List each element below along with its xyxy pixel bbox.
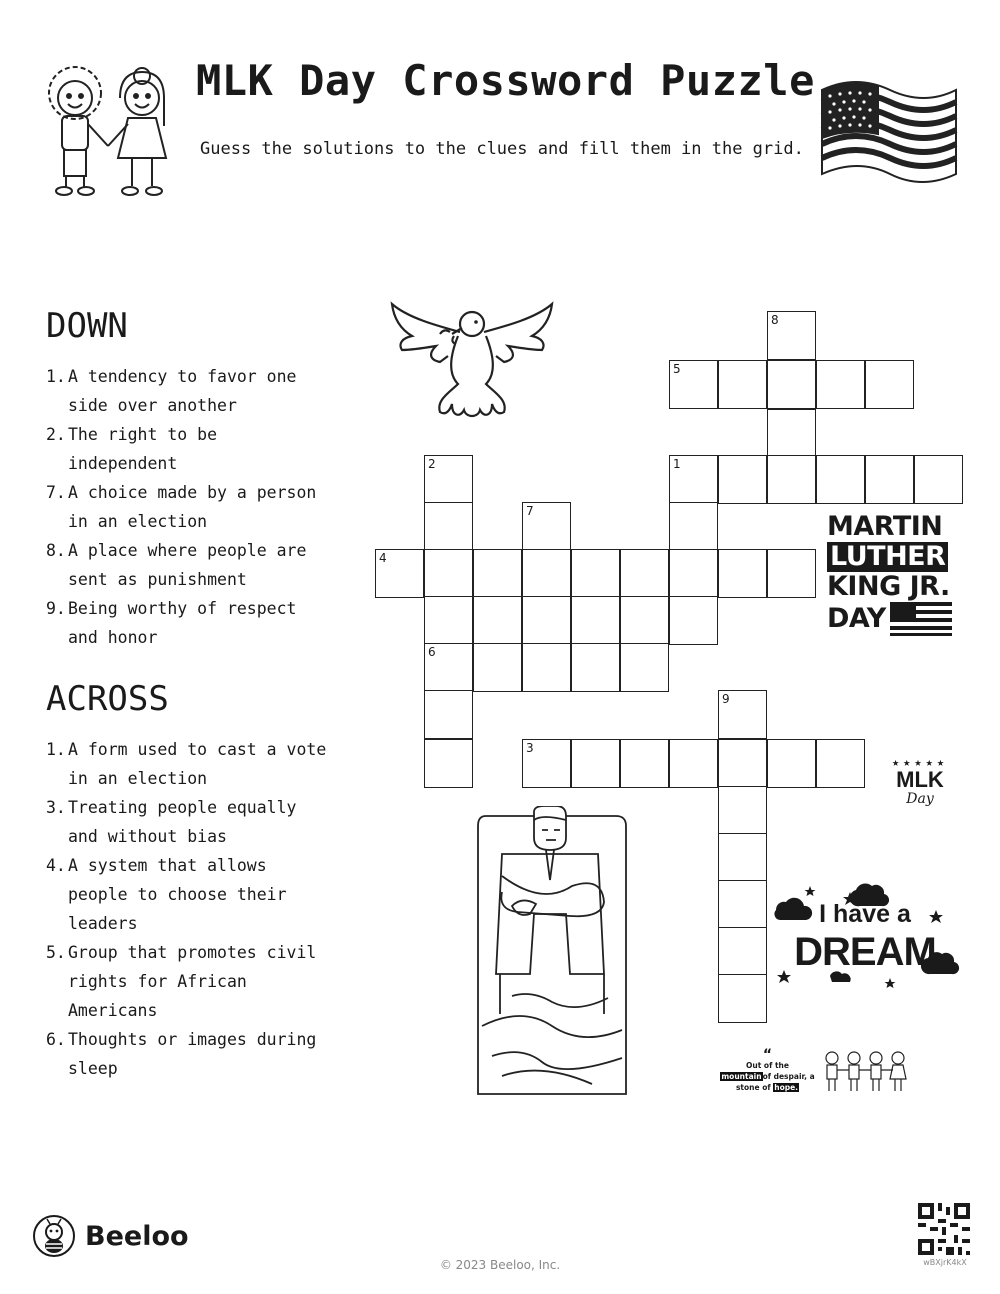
clue-text: Group that promotes civil rights for African Americans	[68, 943, 317, 1020]
cell-number: 5	[673, 362, 681, 376]
grid-cell[interactable]	[669, 549, 718, 598]
grid-cell[interactable]	[424, 549, 473, 598]
grid-cell[interactable]	[522, 502, 571, 551]
cell-number: 8	[771, 313, 779, 327]
grid-cell[interactable]	[816, 360, 865, 409]
mlk-statue-illustration	[472, 806, 632, 1104]
clue-across-6	[46, 1025, 346, 1083]
grid-cell[interactable]	[816, 739, 865, 788]
clue-down-7	[46, 478, 346, 536]
clue-number: 6.	[46, 1030, 66, 1049]
page-subtitle: Guess the solutions to the clues and fill them in the grid.	[200, 139, 804, 159]
clue-text: Thoughts or images during sleep	[68, 1030, 317, 1078]
grid-cell[interactable]	[424, 455, 473, 504]
brand-name: Beeloo	[85, 1220, 189, 1252]
grid-cell[interactable]	[767, 455, 816, 504]
clue-text: Treating people equally and without bias	[68, 798, 297, 846]
grid-cell[interactable]	[914, 455, 963, 504]
grid-cell[interactable]	[669, 360, 718, 409]
clue-down-2	[46, 420, 346, 478]
grid-cell[interactable]	[571, 643, 620, 692]
grid-cell[interactable]	[767, 360, 816, 409]
page-title: MLK Day Crossword Puzzle	[196, 56, 815, 105]
grid-cell[interactable]	[718, 927, 767, 976]
cell-number: 1	[673, 457, 681, 471]
mlk-day-logo	[827, 512, 957, 636]
quote-part-d: hope.	[774, 1083, 799, 1092]
grid-cell[interactable]	[473, 549, 522, 598]
grid-cell[interactable]	[865, 455, 914, 504]
bee-logo-icon	[32, 1214, 76, 1258]
dream-line-2: DREAM	[794, 930, 936, 974]
grid-cell[interactable]	[424, 502, 473, 551]
grid-cell[interactable]	[571, 596, 620, 645]
clue-text: The right to be independent	[68, 425, 218, 473]
grid-cell[interactable]	[424, 643, 473, 692]
down-clue-list	[46, 362, 346, 652]
clue-number: 3.	[46, 798, 66, 817]
mlk-line-1: MARTIN	[827, 511, 943, 542]
mlk-badge-sub: Day	[906, 791, 934, 807]
kids-illustration	[40, 58, 180, 200]
across-heading: ACROSS	[46, 679, 169, 719]
grid-cell[interactable]	[718, 974, 767, 1023]
worksheet-code: wBXjrK4kX	[923, 1258, 967, 1267]
quote-part-a: Out of the	[746, 1061, 789, 1070]
grid-cell[interactable]	[522, 643, 571, 692]
clue-down-1	[46, 362, 346, 420]
grid-cell[interactable]	[718, 880, 767, 929]
clue-number: 1.	[46, 740, 66, 759]
quote-part-c: of despair, a stone of	[735, 1072, 815, 1092]
clue-text: A form used to cast a vote in an election	[68, 740, 327, 788]
clue-text: A system that allows people to choose their leaders	[68, 856, 287, 933]
grid-cell[interactable]	[669, 502, 718, 551]
grid-cell[interactable]	[620, 643, 669, 692]
grid-cell[interactable]	[816, 455, 865, 504]
clue-number: 1.	[46, 367, 66, 386]
clue-text: A tendency to favor one side over another	[68, 367, 297, 415]
grid-cell[interactable]	[669, 596, 718, 645]
copyright: © 2023 Beeloo, Inc.	[439, 1258, 561, 1272]
cell-number: 4	[379, 551, 387, 565]
clue-text: A place where people are sent as punishment	[68, 541, 307, 589]
across-clue-list	[46, 735, 346, 1083]
grid-cell[interactable]	[620, 739, 669, 788]
stars-decoration: ★★★★★	[891, 755, 949, 769]
grid-cell[interactable]	[571, 739, 620, 788]
grid-cell[interactable]	[620, 549, 669, 598]
mlk-day-badge	[875, 755, 965, 807]
grid-cell[interactable]	[718, 786, 767, 835]
grid-cell[interactable]	[718, 360, 767, 409]
american-flag-icon	[818, 78, 958, 184]
dove-icon	[388, 296, 556, 422]
grid-cell[interactable]	[718, 739, 767, 788]
grid-cell[interactable]	[669, 739, 718, 788]
clue-across-5	[46, 938, 346, 1025]
clue-number: 4.	[46, 856, 66, 875]
quote-block	[720, 1047, 815, 1093]
qr-code-icon	[918, 1203, 970, 1255]
clue-across-3	[46, 793, 346, 851]
clue-number: 7.	[46, 483, 66, 502]
grid-cell[interactable]	[767, 549, 816, 598]
cell-number: 7	[526, 504, 534, 518]
clue-text: A choice made by a person in an election	[68, 483, 317, 531]
grid-cell[interactable]	[669, 455, 718, 504]
grid-cell[interactable]	[767, 739, 816, 788]
kids-row-illustration	[822, 1050, 912, 1096]
grid-cell[interactable]	[571, 549, 620, 598]
clue-across-4	[46, 851, 346, 938]
clue-across-1	[46, 735, 346, 793]
brand-logo	[32, 1214, 189, 1258]
grid-cell[interactable]	[424, 596, 473, 645]
small-flag-icon	[890, 602, 952, 636]
cell-number: 9	[722, 692, 730, 706]
grid-cell[interactable]	[718, 549, 767, 598]
grid-cell[interactable]	[767, 311, 816, 360]
grid-cell[interactable]	[522, 596, 571, 645]
grid-cell[interactable]	[718, 833, 767, 882]
clue-number: 8.	[46, 541, 66, 560]
grid-cell[interactable]	[620, 596, 669, 645]
down-heading: DOWN	[46, 306, 128, 346]
mlk-badge-title: MLK	[896, 767, 944, 792]
grid-cell[interactable]	[865, 360, 914, 409]
clue-number: 9.	[46, 599, 66, 618]
grid-cell[interactable]	[375, 549, 424, 598]
grid-cell[interactable]	[522, 549, 571, 598]
grid-cell[interactable]	[767, 409, 816, 458]
grid-cell[interactable]	[473, 596, 522, 645]
cell-number: 6	[428, 645, 436, 659]
mlk-line-3: KING JR.	[827, 571, 950, 602]
grid-cell[interactable]	[522, 739, 571, 788]
quote-part-b: mountain	[721, 1072, 762, 1081]
clue-down-9	[46, 594, 346, 652]
clue-number: 2.	[46, 425, 66, 444]
mlk-line-2: LUTHER	[827, 542, 948, 572]
grid-cell[interactable]	[718, 690, 767, 739]
grid-cell[interactable]	[424, 690, 473, 739]
dream-line-1: I have a	[819, 900, 911, 928]
clue-number: 5.	[46, 943, 66, 962]
clue-down-8	[46, 536, 346, 594]
cell-number: 3	[526, 741, 534, 755]
grid-cell[interactable]	[473, 643, 522, 692]
cell-number: 2	[428, 457, 436, 471]
grid-cell[interactable]	[718, 455, 767, 504]
quote-mark-icon: “	[762, 1047, 773, 1063]
mlk-line-4: DAY	[827, 603, 886, 634]
grid-cell[interactable]	[424, 739, 473, 788]
clue-text: Being worthy of respect and honor	[68, 599, 297, 647]
